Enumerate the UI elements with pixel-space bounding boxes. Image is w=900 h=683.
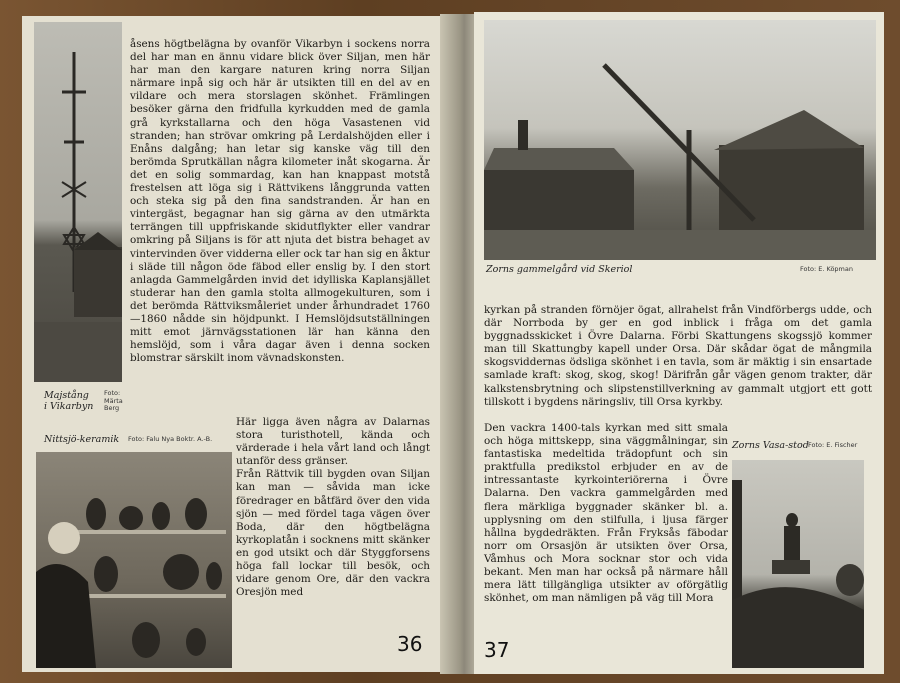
farmstead-caption: Zorns gammelgård vid Skeriol (486, 264, 633, 275)
ceramics-icon (36, 452, 232, 668)
zorn-farmstead-photo (484, 20, 876, 260)
page-number-right: 37 (484, 638, 510, 662)
maypole-icon (34, 22, 122, 382)
ceramics-photo (36, 452, 232, 668)
page-number-left: 36 (397, 632, 423, 656)
vasa-statue-credit: Foto: E. Fischer (808, 441, 858, 449)
ceramics-caption: Nittsjö-keramik (44, 434, 120, 445)
left-text-top: åsens högtbelägna by ovanför Vikarbyn i sockens norra del har man en ännu vidare blick över Siljan, men här har man den kargare naturen kring norra Siljan närmare inpå sig och här är utsikten till en del av en vildare och mera storslagen skönhet. Främlingen besöker gärna den fridfulla kyrkudden med de gamla grå kyrkstallarna och den höga Vasastenen vid stranden; han strövar omkring på Lerdalshöjden eller i Enåns dalgång; han letar sig kanske väg till den berömda Sprutkällan några kilometer inåt skogarna. Är det en solig sommardag, kan han knappast motstå frestelsen att löga sig i Rättvikens långgrunda vatten och steka sig på den fina sandstranden. Är han en vintergäst, begagnar han sig gärna av den utmärkta terrängen till uppfriskande skidutflykter eller vandrar omkring på Siljans is för att njuta det bistra behaget av vintervinden över vidderna eller ock tar han sig en åktur i släde till någon öde fäbod eller enslig by. I den stort anlagda Gammelgården invid det idylliska Kaplansjället studerar han den gamla stolta allmogekulturen, som i det berömda Rättviksmåleriet under århundradet 1760—1860 nådde sin höjdpunkt. I Hemslöjdsutställningen mitt emot järnvägsstationen lär han känna den hemslöjd, som i våra dagar även i denna socken blomstrar särskilt inom vävnadskonsten. (130, 38, 430, 365)
farmstead-icon (484, 20, 876, 260)
farmstead-credit: Foto: E. Köpman (800, 265, 853, 273)
maypole-caption: Majstång i Vikarbyn (44, 390, 94, 412)
vasa-statue-photo (732, 460, 864, 668)
ceramics-credit: Foto: Falu Nya Boktr. A.-B. (128, 435, 213, 443)
right-text-top: kyrkan på stranden förnöjer ögat, allrahelst från Vindförbergs udde, och där Norrboda by ger en god inblick i fråga om det gamla byggnadsskicket i Övre Dalarna. Förbi Skattungens skogssjö kommer man till Skattungby kapell under Orsa. Där skådar ögat de mångmila skogsviddernas ödsliga skönhet i en tavla, som är mäktig i sin ensartade samlade kraft: skog, skog, skog! Därifrån går vägen genom trakter, där kalkstensbrytning och slipstenstillverkning av gammalt utgjort ett gott tillskott i bygdens näringsliv, till Orsa kyrkby. (484, 304, 872, 408)
statue-icon (732, 460, 864, 668)
left-page (22, 16, 452, 672)
vasa-statue-caption: Zorns Vasa-stod (732, 440, 809, 451)
right-text-bottom: Den vackra 1400-tals kyrkan med sitt smala och höga mittskepp, sina väggmålningar, sin fantastiska medeltida trädopfunt och sin praktfulla predikstol erbjuder en av de intressantaste kyrkointeriörerna i Övre Dalarna. Den vackra gammelgården med flera märkliga byggnader skänker bl. a. upplysning om den stilfulla, i ljusa färger hållna bygdedräkten. Från Fryksås fäbodar norr om Orsasjön är utsikten över Orsa, Våmhus och Mora socknar stor och vida bekant. Men man har också på närmare håll mera lätt tillgängliga utsikter av oförgätlig skönhet, om man nämligen på väg till Mora (484, 422, 728, 605)
right-page (474, 12, 884, 674)
maypole-photo (34, 22, 122, 382)
left-text-bottom: Här ligga även några av Dalarnas stora turisthotell, kända och värderade i hela vårt land och långt utanför dess gränser. Från Rättvik till bygden ovan Siljan kan man — såvida man icke föredrager en båtfärd över den vida sjön — med fördel taga vägen över Boda, där den högtbelägna kyrkoplatån i socknens mitt skänker en god utsikt och där Styggforsens höga fall lockar till besök, och vidare genom Ore, där den vackra Oresjön med (236, 416, 430, 599)
maypole-credit: Foto: Märta Berg (104, 389, 123, 412)
